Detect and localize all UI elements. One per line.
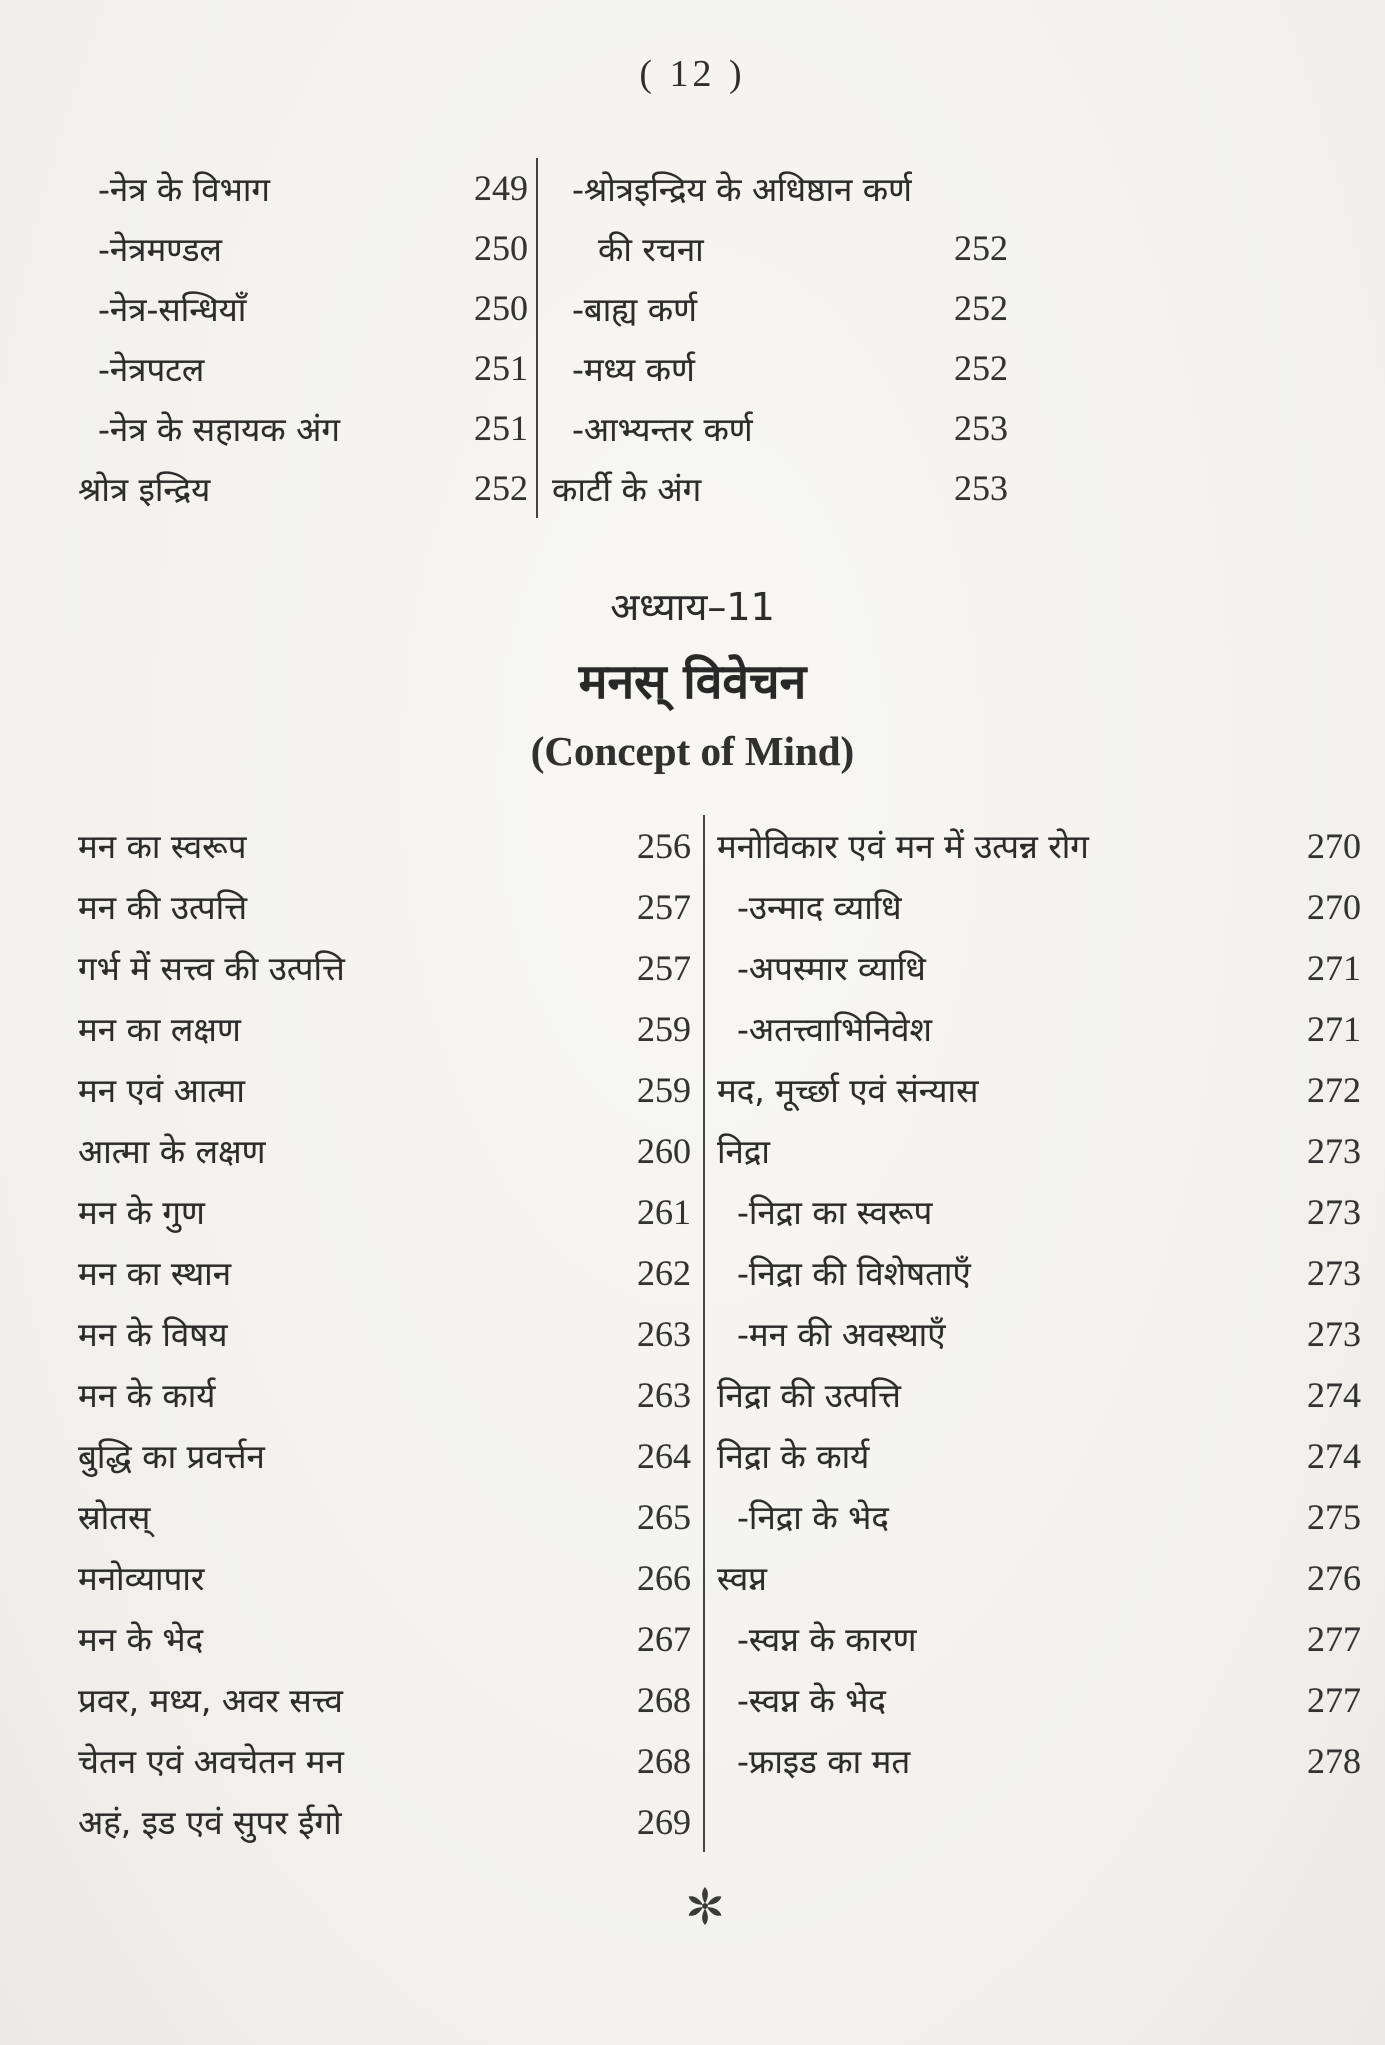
toc-entry bbox=[717, 1730, 1363, 1791]
entry-label: मन एवं आत्मा bbox=[78, 1071, 245, 1110]
entry-label: मनोविकार एवं मन में उत्पन्न रोग bbox=[717, 827, 1089, 866]
entry-label: -नेत्र-सन्धियाँ bbox=[98, 289, 247, 329]
entry-label: -अपस्मार व्याधि bbox=[737, 949, 926, 988]
entry-page-number: 273 bbox=[1307, 1191, 1361, 1232]
entry-label: -निद्रा की विशेषताएँ bbox=[737, 1254, 971, 1293]
entry-label: स्वप्न bbox=[717, 1559, 767, 1598]
entry-page-number: 252 bbox=[473, 468, 528, 508]
entry-page-number: 251 bbox=[473, 408, 528, 448]
entry-label: -अतत्त्वाभिनिवेश bbox=[737, 1010, 932, 1049]
toc-entry bbox=[717, 998, 1363, 1059]
entry-page-number: 275 bbox=[1307, 1496, 1361, 1537]
previous-chapter-toc-section bbox=[78, 158, 1012, 518]
entry-page-number: 273 bbox=[1307, 1252, 1361, 1293]
entry-page-number: 252 bbox=[954, 228, 1008, 268]
chapter-kicker: अध्याय–11 bbox=[610, 585, 775, 629]
entry-page-number: 274 bbox=[1307, 1435, 1361, 1476]
entry-page-number: 263 bbox=[637, 1374, 691, 1415]
entry-page-number: 266 bbox=[637, 1557, 691, 1598]
entry-label: -नेत्रमण्डल bbox=[98, 229, 222, 269]
entry-page-number: 250 bbox=[473, 228, 528, 268]
entry-page-number: 259 bbox=[637, 1069, 691, 1110]
entry-page-number: 272 bbox=[1307, 1069, 1361, 1110]
toc-entry bbox=[78, 876, 703, 937]
entry-label: मन का लक्षण bbox=[78, 1010, 241, 1049]
entry-label: चेतन एवं अवचेतन मन bbox=[78, 1742, 344, 1781]
toc-entry bbox=[78, 1364, 703, 1425]
entry-label: -श्रोत्रइन्द्रिय के अधिष्ठान कर्ण bbox=[571, 169, 912, 209]
entry-label: -मन की अवस्थाएँ bbox=[737, 1315, 946, 1354]
entry-label: निद्रा के कार्य bbox=[717, 1437, 870, 1476]
entry-page-number: 263 bbox=[637, 1313, 691, 1354]
toc-entry bbox=[717, 937, 1363, 998]
entry-label: आत्मा के लक्षण bbox=[78, 1132, 266, 1171]
toc-entry bbox=[717, 1425, 1363, 1486]
entry-label: -निद्रा का स्वरूप bbox=[737, 1193, 933, 1232]
toc-entry bbox=[717, 876, 1363, 937]
toc-entry bbox=[78, 998, 703, 1059]
entry-page-number: 270 bbox=[1307, 825, 1361, 866]
entry-page-number: 256 bbox=[637, 825, 691, 866]
entry-label: निद्रा की उत्पत्ति bbox=[717, 1376, 901, 1415]
entry-label: बुद्धि का प्रवर्त्तन bbox=[78, 1437, 265, 1476]
entry-page-number: 262 bbox=[637, 1252, 691, 1293]
toc-main-left-column bbox=[78, 815, 703, 1852]
toc-entry bbox=[552, 278, 1012, 338]
entry-label: की रचना bbox=[597, 229, 704, 269]
entry-page-number: 274 bbox=[1307, 1374, 1361, 1415]
entry-page-number: 257 bbox=[637, 947, 691, 988]
entry-label: मद, मूर्च्छा एवं संन्यास bbox=[717, 1071, 979, 1110]
toc-entry bbox=[552, 158, 1012, 218]
entry-page-number: 249 bbox=[473, 168, 528, 208]
entry-label: अहं, इड एवं सुपर ईगो bbox=[78, 1803, 342, 1842]
entry-page-number: 261 bbox=[637, 1191, 691, 1232]
entry-label: -आभ्यन्तर कर्ण bbox=[571, 409, 753, 449]
toc-entry bbox=[78, 1791, 703, 1852]
entry-label: निद्रा bbox=[717, 1132, 770, 1171]
entry-label: -बाह्य कर्ण bbox=[571, 289, 697, 329]
entry-label: मन के गुण bbox=[78, 1193, 205, 1232]
toc-entry bbox=[78, 218, 536, 278]
toc-entry bbox=[78, 1059, 703, 1120]
entry-page-number: 268 bbox=[637, 1679, 691, 1720]
entry-label: -स्वप्न के कारण bbox=[737, 1620, 917, 1659]
toc-main-right-column bbox=[705, 815, 1363, 1852]
entry-page-number: 271 bbox=[1307, 947, 1361, 988]
toc-entry bbox=[552, 338, 1012, 398]
entry-label: -निद्रा के भेद bbox=[737, 1498, 889, 1537]
entry-label: कार्टी के अंग bbox=[551, 469, 702, 509]
entry-page-number: 273 bbox=[1307, 1313, 1361, 1354]
entry-page-number: 259 bbox=[637, 1008, 691, 1049]
entry-page-number: 252 bbox=[954, 348, 1008, 388]
entry-page-number: 257 bbox=[637, 886, 691, 927]
toc-entry bbox=[78, 937, 703, 998]
entry-page-number: 265 bbox=[637, 1496, 691, 1537]
entry-label: -मध्य कर्ण bbox=[571, 349, 695, 389]
toc-entry bbox=[717, 1242, 1363, 1303]
page-number: ( 12 ) bbox=[639, 53, 746, 95]
toc-entry bbox=[552, 398, 1012, 458]
toc-top-left-column bbox=[78, 158, 536, 518]
asterisk-ornament-icon bbox=[681, 1882, 729, 1930]
entry-page-number: 273 bbox=[1307, 1130, 1361, 1171]
toc-entry bbox=[78, 278, 536, 338]
entry-page-number: 269 bbox=[637, 1801, 691, 1842]
entry-label: स्रोतस् bbox=[78, 1498, 151, 1537]
entry-label: श्रोत्र इन्द्रिय bbox=[78, 469, 211, 509]
entry-page-number: 260 bbox=[637, 1130, 691, 1171]
entry-label: मनोव्यापार bbox=[78, 1559, 205, 1598]
toc-entry bbox=[717, 1120, 1363, 1181]
toc-entry bbox=[552, 218, 1012, 278]
toc-entry bbox=[717, 1608, 1363, 1669]
entry-page-number: 253 bbox=[954, 468, 1008, 508]
toc-entry bbox=[78, 1486, 703, 1547]
entry-page-number: 270 bbox=[1307, 886, 1361, 927]
toc-entry bbox=[78, 1730, 703, 1791]
entry-page-number: 268 bbox=[637, 1740, 691, 1781]
entry-page-number: 276 bbox=[1307, 1557, 1361, 1598]
entry-label: मन की उत्पत्ति bbox=[78, 888, 248, 927]
chapter-title: मनस् विवेचन bbox=[578, 654, 807, 710]
entry-label: -स्वप्न के भेद bbox=[737, 1681, 886, 1720]
chapter-11-toc-section bbox=[78, 815, 1363, 1852]
entry-label: -नेत्रपटल bbox=[98, 349, 205, 389]
entry-label: प्रवर, मध्य, अवर सत्त्व bbox=[78, 1681, 343, 1720]
entry-label: -नेत्र के विभाग bbox=[98, 169, 270, 209]
chapter-heading-block bbox=[0, 580, 1385, 775]
toc-entry bbox=[78, 1242, 703, 1303]
entry-label: मन का स्वरूप bbox=[78, 827, 247, 866]
toc-entry bbox=[717, 1364, 1363, 1425]
toc-entry bbox=[717, 1669, 1363, 1730]
toc-entry bbox=[78, 1608, 703, 1669]
entry-label: मन का स्थान bbox=[78, 1254, 232, 1293]
toc-entry bbox=[717, 1181, 1363, 1242]
toc-entry bbox=[78, 1303, 703, 1364]
toc-entry bbox=[78, 398, 536, 458]
toc-entry bbox=[78, 1425, 703, 1486]
entry-page-number: 277 bbox=[1307, 1618, 1361, 1659]
entry-page-number: 267 bbox=[637, 1618, 691, 1659]
toc-entry bbox=[552, 458, 1012, 518]
toc-entry bbox=[78, 1120, 703, 1181]
chapter-subtitle: (Concept of Mind) bbox=[530, 728, 855, 774]
toc-entry bbox=[717, 1547, 1363, 1608]
entry-page-number: 264 bbox=[637, 1435, 691, 1476]
entry-label: मन के विषय bbox=[78, 1315, 228, 1354]
toc-entry bbox=[78, 338, 536, 398]
toc-top-right-column bbox=[538, 158, 1012, 518]
entry-page-number: 253 bbox=[954, 408, 1008, 448]
entry-page-number: 252 bbox=[954, 288, 1008, 328]
entry-page-number: 250 bbox=[473, 288, 528, 328]
toc-entry bbox=[78, 458, 536, 518]
entry-label: मन के भेद bbox=[78, 1620, 204, 1659]
entry-label: गर्भ में सत्त्व की उत्पत्ति bbox=[78, 949, 345, 988]
entry-page-number: 277 bbox=[1307, 1679, 1361, 1720]
toc-entry bbox=[717, 1059, 1363, 1120]
entry-label: -फ्राइड का मत bbox=[737, 1742, 911, 1781]
toc-entry bbox=[717, 1486, 1363, 1547]
toc-entry bbox=[717, 815, 1363, 876]
toc-entry bbox=[78, 1547, 703, 1608]
entry-label: -उन्माद व्याधि bbox=[737, 888, 902, 927]
toc-entry bbox=[78, 815, 703, 876]
entry-page-number: 251 bbox=[473, 348, 528, 388]
toc-entry bbox=[78, 158, 536, 218]
toc-entry bbox=[78, 1669, 703, 1730]
entry-page-number: 271 bbox=[1307, 1008, 1361, 1049]
entry-label: मन के कार्य bbox=[78, 1376, 216, 1415]
entry-page-number: 278 bbox=[1307, 1740, 1361, 1781]
toc-entry bbox=[717, 1303, 1363, 1364]
toc-entry bbox=[78, 1181, 703, 1242]
entry-label: -नेत्र के सहायक अंग bbox=[98, 409, 340, 449]
